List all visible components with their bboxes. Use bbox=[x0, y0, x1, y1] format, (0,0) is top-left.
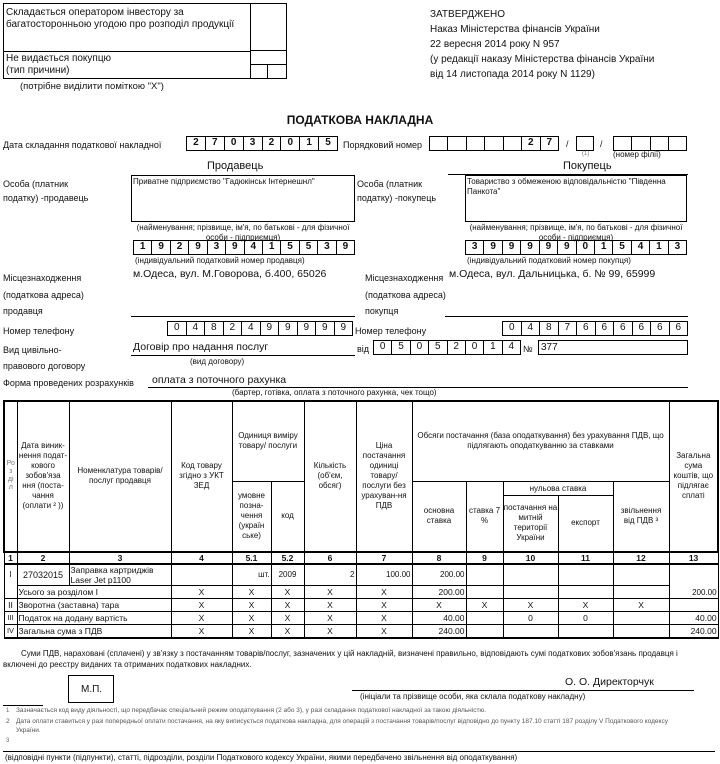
item-qty[interactable]: 2 bbox=[304, 564, 356, 586]
buyer-name-hint: (найменування; прізвище, ім'я, по батькові - для фізичної особи - підприємця) bbox=[469, 223, 683, 242]
th-quantity: Кількість (об'єм, обсяг) bbox=[304, 401, 356, 552]
activity-code-note: (1) bbox=[582, 151, 590, 157]
date-label: Дата складання податкової накладної bbox=[3, 140, 162, 150]
seller-person-label-1: Особа (платник bbox=[3, 179, 69, 189]
approval-line-5: від 14 листопада 2014 року N 1129) bbox=[430, 69, 595, 80]
table-row-section-1-total: Усього за розділом I X X X X X 200.00 bbox=[4, 586, 718, 599]
section1-total: 200.00 bbox=[669, 564, 718, 599]
item-unit[interactable]: шт. bbox=[232, 564, 271, 586]
stamp-box: М.П. bbox=[68, 675, 114, 703]
item-price[interactable]: 100.00 bbox=[356, 564, 412, 586]
date-field[interactable]: 2 7 0 3 2 0 1 5 bbox=[186, 136, 338, 151]
contract-date-label: від bbox=[357, 344, 370, 354]
contract-type[interactable]: Договір про надання послуг bbox=[133, 341, 269, 353]
seller-phone-label: Номер телефону bbox=[3, 326, 75, 336]
seller-name-field[interactable]: Приватне підприємство "Гадюкінськ Інтернешнл" bbox=[131, 175, 355, 222]
seller-address-label-2: (податкова адреса) bbox=[3, 290, 84, 300]
signer-hint: (ініціали та прізвище особи, яка склала податкову накладну) bbox=[360, 692, 586, 701]
th-supply-volumes: Обсяги постачання (база оподаткування) без урахування ПДВ, що підлягають оподаткуванню за ставками bbox=[412, 401, 669, 481]
seller-phone[interactable]: 0 4 8 2 4 9 9 9 9 9 bbox=[167, 321, 353, 336]
table-row-section-4: IV Загальна сума з ПДВ X X X X X 240.00 240.00 bbox=[4, 625, 718, 638]
approval-line-1: ЗАТВЕРДЖЕНО bbox=[430, 9, 506, 20]
seller-tax-number-hint: (індивідуальний податковий номер продавця) bbox=[135, 256, 305, 265]
item-zero-domestic[interactable] bbox=[503, 564, 558, 586]
buyer-tax-number-hint: (індивідуальний податковий номер покупця) bbox=[467, 256, 631, 265]
buyer-address-line bbox=[445, 316, 688, 317]
th-export: експорт bbox=[571, 518, 600, 527]
contract-date[interactable]: 0 5 0 5 2 0 1 4 bbox=[373, 340, 521, 355]
item-ukt-code[interactable] bbox=[171, 564, 232, 586]
item-name[interactable]: Заправка картриджів Laser Jet p1100 bbox=[69, 564, 171, 586]
contract-number-field[interactable]: 377 bbox=[538, 340, 688, 355]
buyer-address[interactable]: м.Одеса, вул. Дальницька, б. № 99, 65999 bbox=[449, 268, 656, 280]
item-unit-code[interactable]: 2009 bbox=[271, 564, 304, 586]
serial-separator-1: / bbox=[566, 139, 569, 149]
seller-heading: Продавець bbox=[207, 160, 264, 172]
footnote-2-num: 2 bbox=[6, 718, 10, 725]
vat-statement: Суми ПДВ, нараховані (сплачені) у зв'язку з постачанням товарів/послуг, зазначених у цій накладній, визначені правильно, відповідають сумі податкових зобов'язань продавця і включені до реєстру виданих та отриманих податкових накладних. bbox=[3, 649, 678, 669]
footnote-1: Зазначається код виду діяльності, що передбачає спеціальний режим оподаткування (2 або 3), у разі складання податкової накладної за такою діяльністю. bbox=[16, 707, 487, 714]
th-unit: Одиниця виміру товару/ послуги bbox=[232, 401, 304, 481]
buyer-name-field[interactable]: Товариство з обмеженою відповідальністю "Південна Панкота" bbox=[465, 175, 687, 222]
th-nomenclature: Номенклатура товарів/послуг продавця bbox=[69, 401, 171, 552]
table-row-item bbox=[4, 564, 718, 586]
not-issued-checkbox[interactable] bbox=[250, 51, 286, 65]
item-section: I bbox=[4, 564, 17, 599]
mark-hint: (потрібне виділити поміткою "X") bbox=[20, 81, 164, 92]
th-total: Загальна сума коштів, що підлягає сплаті bbox=[669, 401, 718, 552]
document-type-box bbox=[3, 3, 287, 79]
contract-number-label: № bbox=[523, 344, 533, 354]
exemption-hint: (відповідні пункти (підпункти), статті, підрозділи, розділи Податкового кодексу України, якими передбачено звільнення від оподаткування) bbox=[5, 753, 518, 762]
approval-line-2: Наказ Міністерства фінансів України bbox=[430, 24, 600, 35]
activity-code-field[interactable] bbox=[576, 136, 594, 151]
signer-name[interactable]: О. О. Директорчук bbox=[565, 676, 654, 688]
approval-line-3: 22 вересня 2014 року N 957 bbox=[430, 39, 560, 50]
item-rate7[interactable] bbox=[466, 564, 503, 586]
buyer-phone-label: Номер телефону bbox=[355, 326, 427, 336]
serial-separator-2: / bbox=[600, 139, 603, 149]
footnote-3-num: 3 bbox=[6, 738, 10, 744]
page-title: ПОДАТКОВА НАКЛАДНА bbox=[286, 113, 434, 127]
reason-type-box-2[interactable] bbox=[268, 65, 286, 78]
buyer-address-label-3: покупця bbox=[365, 306, 399, 316]
seller-name-hint: (найменування; прізвище, ім'я, по батькові - для фізичної особи - підприємця) bbox=[136, 223, 350, 242]
buyer-address-label-1: Місцезнаходження bbox=[365, 273, 444, 283]
th-basic-rate: основна ставка bbox=[412, 481, 466, 552]
th-section: Ро з ді л bbox=[4, 401, 17, 552]
th-unit-symbol: умовне позна-чення (україн ське) bbox=[232, 481, 271, 552]
table-row-section-3: III Податок на додану вартість X X X X X 40.00 0 0 40.00 bbox=[4, 612, 718, 625]
approval-block bbox=[430, 7, 654, 82]
item-base[interactable]: 200.00 bbox=[412, 564, 466, 586]
th-ukt-code: Код товару згідно з УКТ ЗЕД bbox=[171, 401, 232, 552]
payment-label: Форма проведених розрахунків bbox=[3, 378, 134, 388]
invoice-table: Ро з ді л Дата виник-нення подат-кового зобов'яза ння (поста-чання (оплати ² )) Номенклатура товарів/послуг продавця Код товару згідно з УКТ ЗЕД Одиниця виміру товару/ послуги Кількість (об'єм, обсяг) Ціна постачання одиниці товару/ послуги без урахуван-ня ПДВ Обсяги постачання (база оподаткування) без урахування ПДВ, що підлягають оподаткуванню за ставками Загальна сума коштів, що підлягає сплаті умовне позна-чення (україн ське) код основна ставка ставка 7 % нульова ставка постачання на митній території України експорт звільнення від ПДВ ³ 1 2 3 4 5.1 5.2 6 7 8 9 10 11 12 13 I 27032015 Заправка картриджів Laser Jet p1100 шт. 2009 2 100.00 200.00 200.00 Усього за розділом I X X X X X 200.00 II Зворотна (заставна) тара X X X X X X X X X X III Податок на додану вартість X X X X X 40.00 0 0 40.00 IV Загальна сума з ПДВ X X X X X 240.00 240.00 bbox=[3, 400, 719, 639]
th-customs-territory: постачання на митній території України bbox=[504, 496, 559, 551]
investor-checkbox[interactable] bbox=[250, 4, 286, 51]
seller-address-line bbox=[131, 316, 355, 317]
approval-line-4: (у редакції наказу Міністерства фінансів України bbox=[430, 54, 655, 65]
serial-number-field[interactable]: 2 7 bbox=[429, 136, 559, 151]
branch-number-field[interactable] bbox=[613, 136, 687, 151]
branch-number-label: (номер філії) bbox=[613, 150, 661, 159]
seller-person-label-2: податку) -продавець bbox=[3, 193, 89, 203]
buyer-phone[interactable]: 0 4 8 7 6 6 6 6 6 6 bbox=[502, 321, 688, 336]
th-rate-7: ставка 7 % bbox=[466, 481, 503, 552]
item-export[interactable] bbox=[558, 564, 613, 586]
seller-address-label-3: продавця bbox=[3, 306, 43, 316]
th-zero-rate: нульова ставка bbox=[504, 482, 613, 496]
footnote-2: Дата оплати ставиться у разі попередньої оплати постачання, на яку виписується податкова накладна, для операцій з постачання товарів/послуг відповідно до пункту 187.10 статті 187 розділу V Податкового кодексу України. bbox=[16, 718, 668, 734]
buyer-person-label-2: податку) -покупець bbox=[357, 193, 437, 203]
buyer-heading: Покупець bbox=[563, 160, 612, 172]
table-row-section-2: II Зворотна (заставна) тара X X X X X X X X X X bbox=[4, 599, 718, 612]
buyer-person-label-1: Особа (платник bbox=[357, 179, 423, 189]
seller-address-label-1: Місцезнаходження bbox=[3, 273, 82, 283]
payment-form[interactable]: оплата з поточного рахунка bbox=[152, 374, 287, 386]
buyer-address-label-2: (податкова адреса) bbox=[365, 290, 446, 300]
not-issued-label: Не видається покупцю (тип причини) bbox=[6, 53, 112, 76]
buyer-tax-number[interactable]: 3 9 9 9 9 9 0 1 5 4 1 3 bbox=[465, 240, 687, 255]
investor-label: Складається оператором інвестору за багатосторонньою угодою про розподіл продукції bbox=[6, 7, 235, 30]
item-exempt[interactable] bbox=[613, 564, 669, 586]
th-exempt: звільнення від ПДВ ³ bbox=[613, 481, 669, 552]
th-unit-code: код bbox=[271, 481, 304, 552]
seller-address[interactable]: м.Одеса, вул. М.Говорова, б.400, 65026 bbox=[133, 268, 327, 280]
serial-label: Порядковий номер bbox=[343, 140, 423, 150]
contract-label-1: Вид цивільно- bbox=[3, 345, 62, 355]
footnote-1-num: 1 bbox=[6, 708, 10, 714]
th-price: Ціна постачання одиниці товару/ послуги без урахуван-ня ПДВ bbox=[356, 401, 412, 552]
contract-label-2: правового договору bbox=[3, 361, 86, 371]
item-date[interactable]: 27032015 bbox=[17, 564, 69, 586]
reason-type-box-1[interactable] bbox=[250, 65, 268, 78]
contract-type-hint: (вид договору) bbox=[190, 357, 245, 366]
seller-tax-number[interactable]: 1 9 2 9 3 9 4 1 5 5 3 9 bbox=[133, 240, 355, 255]
payment-hint: (бартер, готівка, оплата з поточного рахунка, чек тощо) bbox=[232, 388, 437, 397]
th-date: Дата виник-нення подат-кового зобов'яза ння (поста-чання (оплати ² )) bbox=[17, 401, 69, 552]
